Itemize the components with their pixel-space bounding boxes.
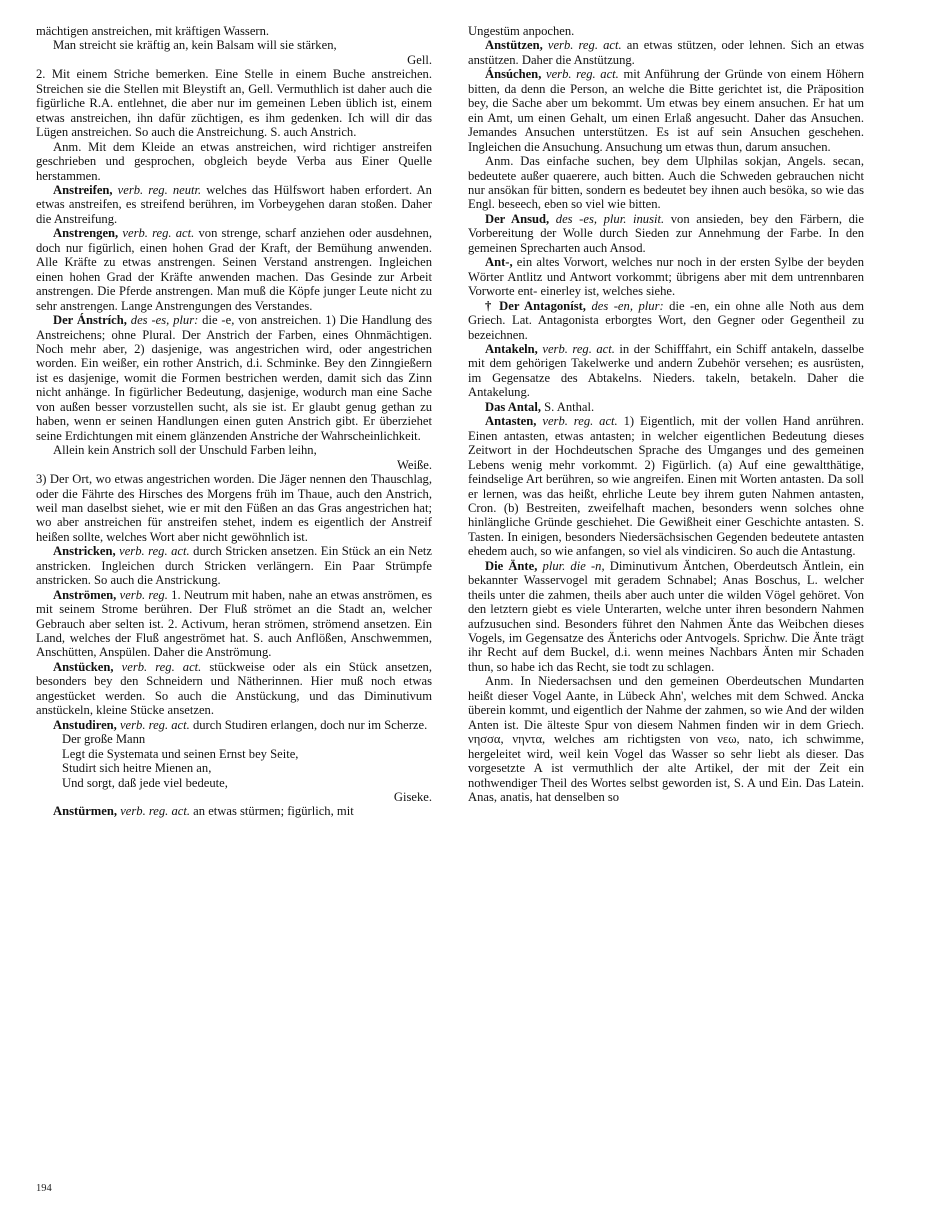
attribution: Gell. [407,52,432,67]
entry-headword: Ant-, [485,255,513,270]
attribution: Weiße. [396,457,432,472]
entry-headword: Anstricken, [53,544,116,559]
entry-headword: Der Ansud, [485,211,550,226]
dictionary-entry [36,313,432,443]
body-paragraph: Allein kein Anstrich soll der Unschuld Farben leihn, [53,443,317,458]
entry-headword: Anstürmen, [53,804,118,819]
entry-definition: von ansieden, bey den Färbern, die Vorbereitung der Wolle durch Sieden zur Annehmung der Farbe. In den gemeinen Sprecharten auch Ansod. [468,211,865,255]
verse-line: Der große Mann [62,732,146,747]
entry-grammar: verb. reg. act. [119,544,190,559]
entry-grammar: verb. reg. [119,587,168,602]
dictionary-entry [468,38,864,67]
entry-headword: Die Änte, [485,558,538,573]
entry-definition: an etwas stützen, oder lehnen. Sich an etwas anstützen. Daher die Anstützung. [468,38,864,67]
verse-line: Und sorgt, daß jede viel bedeute, [62,775,228,790]
entry-headword: Das Antal, [485,399,541,414]
entry-definition: durch Studiren erlangen, doch nur im Scherze. [189,717,428,732]
body-paragraph: Anm. In Niedersachsen und den gemeinen Oberdeutschen Mundarten heißt dieser Vogel Aante, in Lübeck Ahn', welches mit dem Schwed. Ancka überein kommt, und eigentlich der Nahme der zahmen, so wie And der wilden Anten ist. Die älteste Spur von diesem Nahmen finden wir in dem Griech. νησσα, νηντα, welches am richtigsten von νεω, nato, ich schwimme, hergeleitet wird, weil kein Vogel das Wasser so sehr liebt als dieser. Das vorgesetzte A ist vermuthlich der alte Artikel, der mit der Zeit ein nothwendiger Theil des Wortes selbst geworden ist, S. A und Ein. Das Latein. Anas, anatis, hat denselben so [468,674,864,805]
entry-definition: durch Stricken ansetzen. Ein Stück an ein Netz anstricken. Ingleichen durch Stricken verlängern. Ein Paar Strümpfe anstricken. So auch die Anstrickung. [36,544,432,588]
dictionary-entry [36,226,432,313]
dictionary-entry [468,212,864,255]
dictionary-entry [36,660,432,718]
entry-headword: † Der Antagoníst, [485,298,586,313]
entry-grammar: verb. reg. neutr. [117,182,202,197]
body-paragraph: 3) Der Ort, wo etwas angestrichen worden. Die Jäger nennen den Thauschlag, oder die Fährte des Hirsches des Morgens früh im Thaue, auch den Anstrich, weil man daselbst siehet, wie er mit den Füßen an das Gras angestrichen hat; wo aber anstreichen für anstreifen stehet, indem es eigentlich der Anstreif heißen sollte, welches Wort aber nicht gewöhnlich ist. [36,472,432,544]
entry-headword: Anstudiren, [53,717,117,732]
entry-definition: Diminutivum Äntchen, Oberdeutsch Äntlein, ein bekannter Wasservogel mit geradem Schnabel; Anas Boschus, L. welcher theils unter die zahmen, theils aber auch unter die wilden Vögel gehöret. Von den letztern giebt es viele Unterarten, welche unter ihren besondern Nahmen aufzusuchen sind. Besonders führet den Nahmen Änte das Weibchen dieses Vogels, im Gegensatze des Änterichs oder Antvogels. Sprichw. Die Änte trägt ihr Recht auf dem Buckel, d.i. wenn meines Nachbars Änten mir Schaden thun, so habe ich das Recht, sie todt zu schlagen. [468,558,864,674]
entry-headword: Der Ánstrích, [53,313,127,328]
entry-grammar: verb. reg. act. [122,226,195,241]
entry-definition: die -en, ein ohne alle Noth aus dem Griech. Lat. Antagonista erborgtes Wort, den Gegner oder Gegentheil zu bezeichnen. [468,298,864,342]
body-paragraph: Anm. Mit dem Kleide an etwas anstreichen, wird richtiger anstreifen geschrieben und gesprochen, obgleich beyde Verba aus Einer Quelle herstammen. [36,139,432,183]
two-column-layout [36,24,899,819]
verse-line: Legt die Systemata und seinen Ernst bey Seite, [62,746,299,761]
entry-grammar: des -es, plur. inusit. [555,211,665,226]
entry-grammar: verb. reg. act. [547,38,622,53]
page-number: 194 [36,1183,52,1194]
entry-grammar: verb. reg. act. [120,804,191,819]
verse-line: Studirt sich heitre Mienen an, [62,761,212,776]
body-paragraph: Anm. Das einfache suchen, bey dem Ulphilas sokjan, Angels. secan, bedeutete außer quaerere, auch bitten. Auch die Schweden gebrauchen nicht nur ansökan für bitten, sondern es bedeutet bey ihnen auch besöka, so wie das Engl. beseech, eben so viel wie bitten. [468,154,864,212]
entry-definition: an etwas stürmen; figürlich, mit [190,804,354,819]
dictionary-entry [468,414,864,559]
body-paragraph: Ungestüm anpochen. [468,24,575,38]
entry-headword: Antasten, [485,414,537,429]
dictionary-entry [468,299,864,342]
entry-grammar: des -es, plur: [130,313,199,328]
entry-definition: von strenge, scharf anziehen oder ausdehnen, doch nur figürlich, einen hohen Grad der Kraft, der Bemühung anwenden. Alle Kräfte zu etwas anstrengen. Seinen Verstand anstrengen. Ingleichen einen hohen Grad der Kräfte anwenden machen. Das Gesinde zur Arbeit anstrengen. Die Pferde anstrengen. Man muß die Köpfe junger Leute nicht zu sehr anstrengen. Lange Anstrengungen des Verstandes. [36,226,432,313]
entry-definition: 1. Neutrum mit haben, nahe an etwas anströmen, es mit seinem Strome berühren. Der Fluß strömet an die Stadt an, welcher Gebrauch aber selten ist. 2. Activum, heran strömen, strömend ansetzen. Ein Land, welches der Fluß angeströmet hat. S. auch Anflößen, Anschwemmen, Anschütten, Anspülen. Daher die Anströmung. [36,587,432,660]
dictionary-entry [468,342,864,400]
attribution: Giseke. [393,790,432,805]
dictionary-entry [36,544,432,587]
dictionary-entry [36,718,432,732]
entry-grammar: plur. die -n, [542,558,605,573]
left-column [36,24,432,819]
body-paragraph: 2. Mit einem Striche bemerken. Eine Stelle in einem Buche anstreichen. Streichen sie die Stellen mit Bleystift an, Gell. Vermuthlich ist daher auch die figürliche R.A. entlehnet, die aber nur im gemeinen Leben üblich ist, einem etwas anstreichen, ihn dafür züchtigen, es ihm gedenken. Ich will dir das Lügen anstreichen. So auch die Anstreichung. S. auch Anstrich. [36,67,432,140]
dictionary-entry [36,804,432,818]
entry-definition: 1) Eigentlich, mit der vollen Hand anrühren. Einen antasten, etwas antasten; in welcher eigentlichen Bedeutung dieses Zeitwort in der Hochdeutschen Sprache des Umganges und des gemeinen Lebens wenig mehr vorkommt. 2) Figürlich. (a) Auf eine gewaltthätige, feindselige Art berühren, so wie angreifen. Einen mit Worten antasten. Da soll er lernen, was das heißt, ehrliche Leute bey ihrem guten Nahmen antasten, Cron. (b) Bestreiten, zweifelhaft machen, besonders wenn solches ohne hinlängliche Gründe geschiehet. Die Gewißheit einer Geschichte antasten. S. Tasten. In einigen, besonders Niedersächsischen Gegenden bedeutete antasten ehedem auch, so wie anfangen, so viel als vindiciren. So auch die Antastung. [468,414,864,559]
entry-grammar: verb. reg. act. [542,414,618,429]
body-paragraph: mächtigen anstreichen, mit kräftigen Wassern. [36,24,270,38]
dictionary-entry [36,183,432,226]
entry-grammar: verb. reg. act. [121,659,202,674]
entry-definition: stückweise oder als ein Stück ansetzen, besonders bey den Schneidern und Nätherinnen. Hier muß noch etwas angestücket werden. So auch die Anstückung, und das Diminutivum anstückeln, kleine Stücke ansetzen. [36,659,432,718]
entry-definition: ein altes Vorwort, welches nur noch in der ersten Sylbe der beyden Wörter Antlitz und Antwort vorkommt; übrigens aber mit dem untrennbaren Vorworte ent- einerley ist, welches siehe. [468,255,864,299]
entry-headword: Anstützen, [485,38,543,53]
entry-grammar: des -en, plur: [591,298,664,313]
entry-grammar: verb. reg. act. [546,67,619,82]
dictionary-entry [468,255,864,298]
entry-headword: Anstrengen, [53,226,119,241]
entry-grammar: verb. reg. act. [119,717,190,732]
dictionary-entry [468,559,864,675]
entry-headword: Antakeln, [485,341,538,356]
entry-headword: Anstreifen, [53,182,113,197]
right-column [468,24,864,804]
entry-headword: Ánsúchen, [485,67,542,82]
entry-definition: welches das Hülfswort haben erfordert. An etwas anstreifen, es streifend berühren, im Vorbeygehen daran stoßen. Daher die Anstreifung. [36,182,432,226]
entry-headword: Anströmen, [53,587,117,602]
entry-definition: in der Schifffahrt, ein Schiff antakeln, dasselbe mit dem gehörigen Takelwerke und andern Zubehör versehen; es ausrüsten, im Gegensatze des Abtakelns. Nieders. takeln, betakeln. Daher die Antakelung. [468,341,864,400]
entry-grammar: verb. reg. act. [542,341,615,356]
entry-definition: S. Anthal. [540,399,595,414]
entry-headword: Anstücken, [53,659,114,674]
dictionary-entry [468,400,864,414]
entry-definition: mit Anführung der Gründe von einem Höhern bitten, da denn die Person, an welche die Bitte gerichtet ist, die Präposition bey, die Sache aber um bekommt. Um etwas bey einem ansuchen. Er hat um ein Amt, um einen Gehalt, um einen Erlaß angesucht. Daher das Ansuchen. Jemandes Ansuchen unterstützen. Es ist auf sein Ansuchen geschehen. Ingleichen die Ansuchung. Ansuchung um etwas thun, darum ansuchen. [468,67,864,154]
dictionary-entry [36,588,432,660]
entry-definition: die -e, von anstreichen. 1) Die Handlung des Anstreichens; ohne Plural. Der Anstrich der Farben, eines Ohnmächtigen. Noch mehr aber, 2) dasjenige, was angestrichen wird, oder angestrichen worden. Ein weißer, ein rother Anstrich, d.i. Schminke. Bey den Zinngießern ist es dasjenige, womit die Formen bestrichen werden, damit sich das Zinn nicht anhänge. In figürlicher Bedeutung, dasjenige, wodurch man eine Sache von außen besser vorzustellen sucht, als sie ist. Er glaubt genug gethan zu haben, wenn er seinen Handlungen einen guten Anstrich gibt. Er überziehet seine Erdichtungen mit einem glänzenden Anstriche der Wahrscheinlichkeit. [36,313,432,443]
body-paragraph: Man streicht sie kräftig an, kein Balsam will sie stärken, [53,38,337,53]
dictionary-entry [468,67,864,154]
